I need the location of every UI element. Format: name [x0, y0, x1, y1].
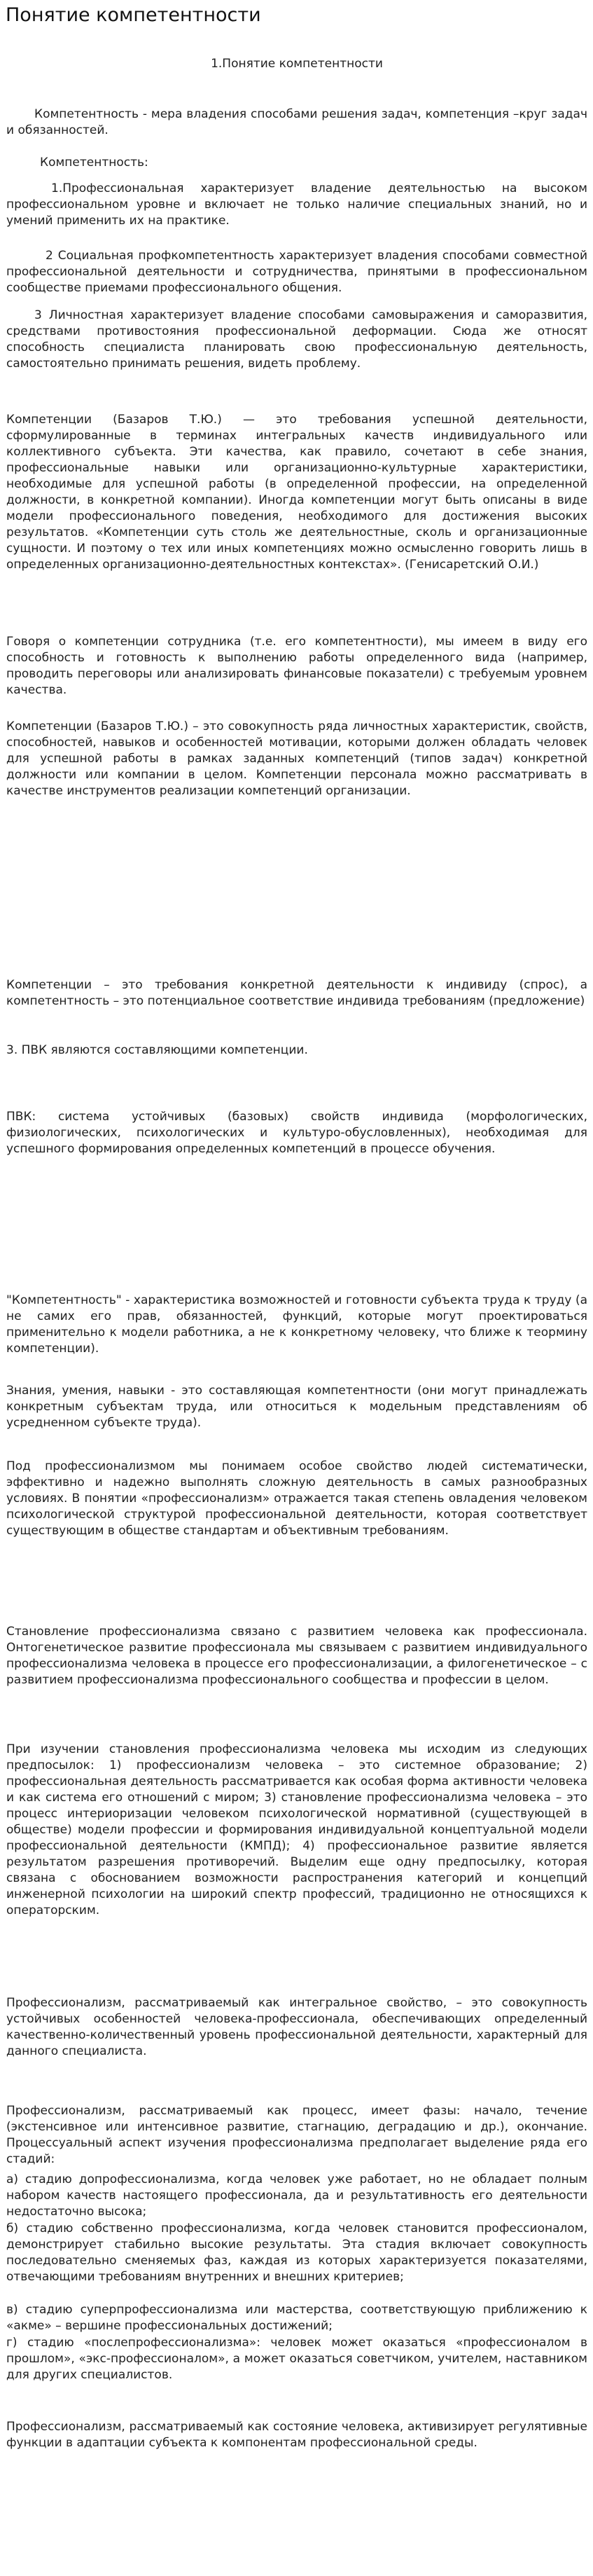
integral-property-paragraph: Профессионализм, рассматриваемый как интегральное свойство, – это совокупность устойчивых особенностей человека-профессионала, обеспечивающих определенный качественно-количественный уровень профессиональной деятельности, характерный для данного специалиста.: [6, 1996, 587, 2058]
bazarov-definition-2: Компетенции (Базаров Т.Ю.) – это совокупность ряда личностных характеристик, свойств, способностей, навыков и особенностей мотивации, которыми должен обладать человек для успешной работы в рамках заданных компетенций (типов задач) конкретной должности или компании в целом. Компетенции персонала можно рассматривать в качестве инструментов реализации компетенций организации.: [6, 719, 587, 798]
state-paragraph: Профессионализм, рассматриваемый как состояние человека, активизирует регулятивные функции в адаптации субъекта к компонентам профессиональной среды.: [6, 2420, 587, 2450]
competence-characteristic: "Компетентность" - характеристика возможностей и готовности субъекта труда к труду (а не самих его прав, обязанностей, функций, которые могут проектироваться применительно к модели работника, а не к конкретному человеку, что ближе к теорминy компетенции).: [6, 1293, 587, 1356]
pvk-component-line: 3. ПВК являются составляющими компетенции.: [6, 1043, 308, 1057]
stage-b: б) стадию собственно профессионализма, когда человек становится профессионалом, демонстрирует стабильно высокие результаты. Эта стадия включает совокупность последовательно сменяемых фаз, каждая из которых характеризуется показателями, отвечающими требованиям внутренних и внешних критериев;: [6, 2222, 587, 2284]
item-professional: 1.Профессиональная характеризует владение деятельностью на высоком профессиональном уровне и включает не только наличие специальных знаний, но и умений применить их на практике.: [6, 181, 587, 228]
stage-a: а) стадию допрофессионализма, когда человек уже работает, но не обладает полным набором качеств настоящего профессионала, да и результативность его деятельности недостаточно высока;: [6, 2172, 587, 2219]
page-title: Понятие компетентности: [6, 4, 261, 26]
competence-label: Компетентность:: [40, 156, 148, 170]
section-heading: 1.Понятие компетентности: [211, 57, 383, 71]
professionalism-study: При изучении становления профессионализма человека мы исходим из следующих предпосылок: 1) профессионализм человека – это системное образование; 2) профессиональная деятельность рассматривается как особая форма активности человека и как система его отношений с миром; 3) становление профессионализма человека – это процесс интериоризации человеком психологической нормативной (существующей в обществе) модели профессии и формирования индивидуальной концептуальной модели профессиональной деятельности (КМПД); 4) профессиональное развитие является результатом разрешения противоречий. Выделим еще одну предпосылку, которая связана с обоснованием возможности распространения категорий и концепций инженерной психологии на широкий спектр профессий, традиционно не относящихся к операторским.: [6, 1742, 587, 1917]
professionalism-definition: Под профессионализмом мы понимаем особое свойство людей систематически, эффективно и надежно выполнять сложную деятельность в самых разнообразных условиях. В понятии «профессионализм» отражается такая степень овладения человеком психологической структурой профессиональной деятельности, которая соответствует существующим в обществе стандартам и объективным требованиям.: [6, 1459, 587, 1538]
bazarov-definition-1: Компетенции (Базаров Т.Ю.) — это требования успешной деятельности, сформулированные в терминах интегральных качеств индивидуального или коллективного субъекта. Эти качества, как правило, сочетают в себе знания, профессиональные навыки или организационно-культурные характеристики, необходимые для успешной работы (в определенной профессии, на определенной должности, в конкретной компании). Иногда компетенции могут быть описаны в виде модели профессионального поведения, необходимого для достижения высоких результатов. «Компетенции суть столь же деятельностные, сколь и организационные сущности. И поэтому о тех или иных компетенциях можно осмысленно говорить лишь в определенных организационно-деятельностных контекстах». (Генисаретский О.И.): [6, 413, 587, 572]
stage-d: г) стадию «послепрофессионализма»: человек может оказаться «профессионалом в прошлом», «экс-профессионалом», а может оказаться советчиком, учителем, наставником для других специалистов.: [6, 2336, 587, 2382]
knowledge-skills-paragraph: Знания, умения, навыки - это составляющая компетентности (они могут принадлежать конкретным субъектам труда, или относиться к модельным представлениям об усредненном субъекте труда).: [6, 1384, 587, 1430]
professionalism-formation: Становление профессионализма связано с развитием человека как профессионала. Онтогенетическое развитие профессионала мы связываем с развитием индивидуального профессионализма человека в процессе его профессионализации, а филогенетическое – с развитием профессионализма профессионального сообщества и профессии в целом.: [6, 1625, 587, 1687]
stage-c: в) стадию суперпрофессионализма или мастерства, соответствующую приближению к «акме» – вершине профессиональных достижений;: [6, 2303, 587, 2333]
intro-paragraph: Компетентность - мера владения способами решения задач, компетенция –круг задач и обязанностей.: [6, 107, 587, 137]
pvk-definition: ПВК: система устойчивых (базовых) свойств индивида (морфологических, физиологических, психологических и культуро-обусловленных), необходимая для успешного формирования определенных компетенций в процессе обучения.: [6, 1110, 587, 1156]
item-personal: 3 Личностная характеризует владение способами самовыражения и саморазвития, средствами противостояния профессиональной деформации. Сюда же относят способность специалиста планировать свою профессиональную деятельность, самостоятельно принимать решения, видеть проблему.: [6, 308, 587, 371]
employee-competence-paragraph: Говоря о компетенции сотрудника (т.е. его компетентности), мы имеем в виду его способность и готовность к выполнению работы определенного вида (например, проводить переговоры или анализировать финансовые показатели) с требуемым уровнем качества.: [6, 635, 587, 697]
item-social: 2 Социальная профкомпетентность характеризует владения способами совместной профессиональной деятельности и сотрудничества, принятыми в профессиональном сообществе приемами профессионального общения.: [6, 249, 587, 295]
requirements-paragraph: Компетенции – это требования конкретной деятельности к индивиду (спрос), а компетентность – это потенциальное соответствие индивида требованиям (предложение): [6, 978, 587, 1008]
process-paragraph: Профессионализм, рассматриваемый как процесс, имеет фазы: начало, течение (экстенсивное или интенсивное развитие, стагнацию, деградацию и др.), окончание. Процессуальный аспект изучения профессионализма предполагает выделение ряда его стадий:: [6, 2104, 587, 2166]
